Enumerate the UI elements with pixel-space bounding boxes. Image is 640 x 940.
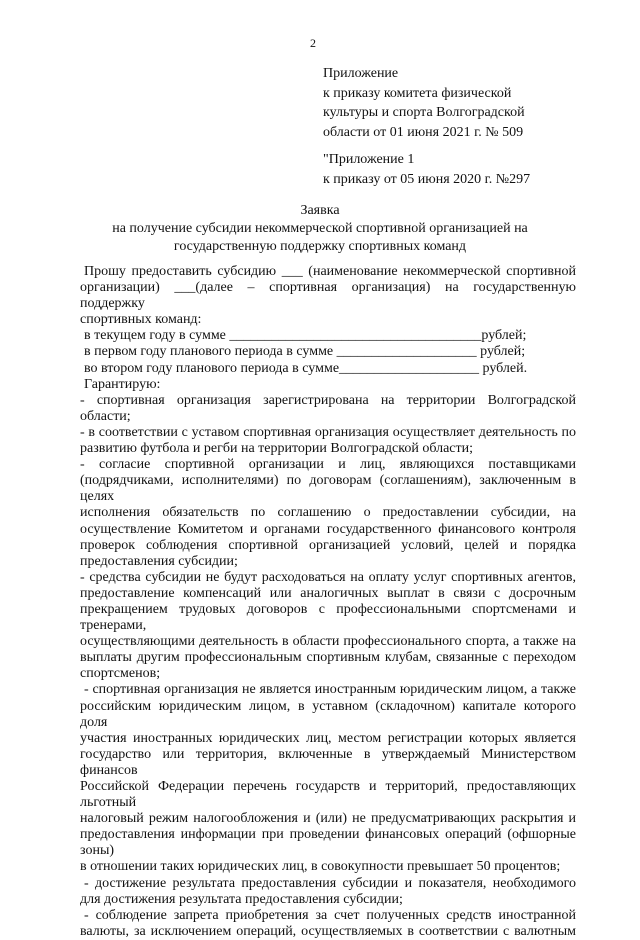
- body-line: в отношении таких юридических лиц, в совокупности превышает 50 процентов;: [80, 859, 561, 875]
- body-line: Российской Федерации перечень государств и территорий, предоставляющих льготный: [80, 779, 576, 811]
- appendix-reference: [323, 150, 593, 189]
- body-line: осуществление Комитетом и органами государственного финансового контроля: [80, 521, 576, 537]
- body-line: исполнения обязательств по соглашению о предоставлении субсидии, на: [80, 505, 576, 521]
- body-line: прекращением трудовых договоров с профессиональными спортсменами и тренерами,: [80, 601, 576, 634]
- body-line: налоговый режим налогообложения и (или) не предусматривающих раскрытия и: [80, 811, 576, 827]
- body-line: области;: [80, 408, 131, 424]
- body-line: - соблюдение запрета приобретения за счет полученных средств иностранной: [84, 907, 576, 923]
- body-line: - согласие спортивной организации и лиц, являющихся поставщиками: [80, 457, 576, 473]
- body-line: проверок соблюдения спортивной организацией условий, целей и порядка: [80, 537, 576, 553]
- body-line: спортивных команд:: [80, 312, 202, 328]
- appendix-header-line: Приложение: [323, 66, 399, 81]
- body-line: для достижения результата предоставления субсидии;: [80, 891, 403, 907]
- body-line: Гарантирую:: [84, 376, 161, 392]
- title-line: на получение субсидии некоммерческой спортивной организацией на: [112, 221, 528, 236]
- appendix-header: [323, 64, 593, 142]
- body-line: валюты, за исключением операций, осуществляемых в соответствии с валютным: [80, 923, 576, 939]
- document-body: [80, 264, 576, 940]
- body-line: выплаты другим профессиональным спортивным клубам, связанные с переходом: [80, 650, 576, 666]
- body-line: Прошу предоставить субсидию ___ (наименование некоммерческой спортивной: [84, 264, 576, 279]
- appendix-ref-line: к приказу от 05 июня 2020 г. №297: [323, 171, 531, 187]
- body-line: развитию футбола и регби на территории Волгоградской области;: [80, 441, 474, 457]
- body-line: предоставления информации при проведении финансовых операций (офшорные зоны): [80, 827, 576, 859]
- body-line: - спортивная организация не является иностранным юридическим лицом, а также: [84, 682, 576, 698]
- body-line: предоставление компенсаций или аналогичных выплат в связи с досрочным: [80, 585, 576, 601]
- body-line: в текущем году в сумме ____________________________________рублей;: [84, 328, 527, 344]
- title-line: Заявка: [300, 203, 340, 218]
- page-number: 2: [310, 36, 316, 50]
- appendix-ref-line: "Приложение 1: [323, 152, 415, 167]
- document-title: [60, 202, 580, 256]
- appendix-header-line: области от 01 июня 2021 г. № 509: [323, 124, 524, 140]
- body-line: организации) ___(далее – спортивная организация) на государственную поддержку: [80, 280, 576, 312]
- body-line: - спортивная организация зарегистрирована на территории Волгоградской: [80, 392, 576, 408]
- body-line: - средства субсидии не будут расходоваться на оплату услуг спортивных агентов,: [80, 569, 576, 585]
- body-line: российским юридическим лицом, в уставном (складочном) капитале которого доля: [80, 698, 576, 730]
- title-line: государственную поддержку спортивных команд: [173, 239, 467, 254]
- body-line: участия иностранных юридических лиц, местом регистрации которых является: [80, 730, 576, 746]
- appendix-header-line: к приказу комитета физической: [323, 85, 512, 101]
- body-line: спортсменов;: [80, 666, 161, 682]
- body-line: - достижение результата предоставления субсидии и показателя, необходимого: [84, 875, 576, 891]
- body-line: во втором году планового периода в сумме____________________ рублей.: [84, 360, 528, 376]
- body-line: в первом году планового периода в сумме ____________________ рублей;: [84, 344, 526, 360]
- body-line: осуществляющими деятельность в области профессионального спорта, а также на: [80, 634, 576, 650]
- body-line: предоставления субсидии;: [80, 553, 238, 569]
- body-line: (подрядчиками, исполнителями) по договорам (соглашениям), заключенным в целях: [80, 473, 576, 505]
- appendix-header-line: культуры и спорта Волгоградской: [323, 105, 525, 120]
- body-line: - в соответствии с уставом спортивная организация осуществляет деятельность по: [80, 424, 576, 440]
- body-line: государство или территория, включенные в утверждаемый Министерством финансов: [80, 746, 576, 778]
